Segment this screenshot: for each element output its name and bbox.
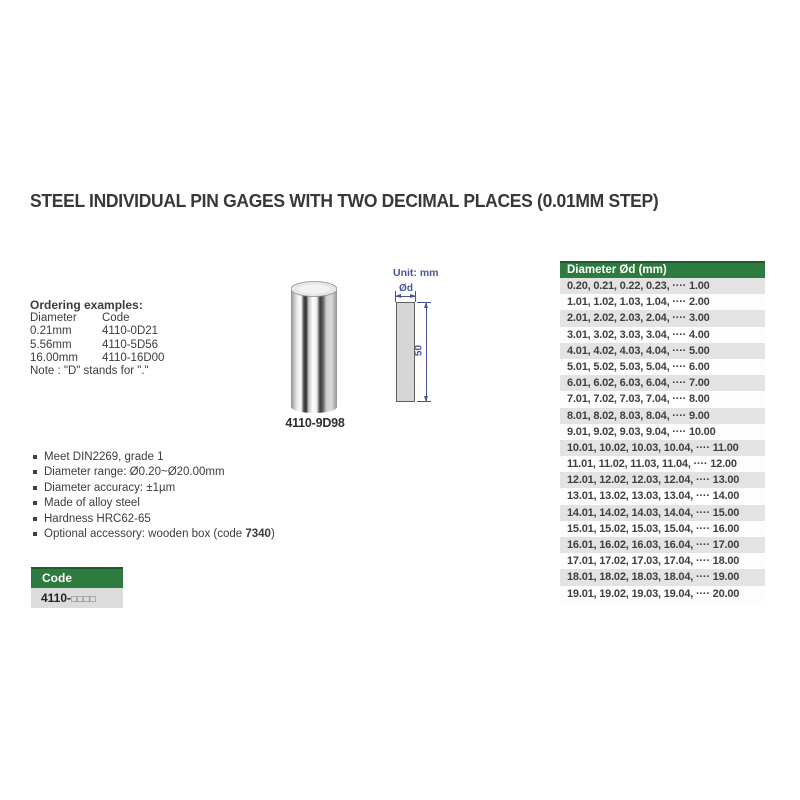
- bullet-square-icon: [33, 470, 37, 474]
- table-row: 15.01, 15.02, 15.03, 15.04, ···· 16.00: [560, 521, 765, 537]
- diagram-arrow-left: [395, 294, 401, 298]
- bullet-square-icon: [33, 501, 37, 505]
- table-row: 3.01, 3.02, 3.03, 3.04, ···· 4.00: [560, 327, 765, 343]
- code-box-header: Code: [31, 567, 123, 588]
- ordering-diameter: 16.00mm: [30, 351, 78, 364]
- diagram-gage-rectangle: [396, 302, 415, 402]
- bullet-square-icon: [33, 486, 37, 490]
- diagram-arrow-right: [410, 294, 416, 298]
- ordering-column-headers: [30, 312, 164, 325]
- diagram-dim-line-vertical: [426, 303, 427, 401]
- table-row: 0.20, 0.21, 0.22, 0.23, ···· 1.00: [560, 278, 765, 294]
- bullet-square-icon: [33, 517, 37, 521]
- ordering-row: [30, 339, 164, 352]
- diagram-unit-label: Unit: mm: [393, 267, 439, 279]
- feature-text: Diameter range: Ø0.20~Ø20.00mm: [44, 466, 225, 479]
- bullet-square-icon: [33, 455, 37, 459]
- table-row: 8.01, 8.02, 8.03, 8.04, ···· 9.00: [560, 408, 765, 424]
- code-box-value: [31, 588, 123, 608]
- ordering-note: Note : "D" stands for ".": [30, 365, 149, 378]
- table-row: 19.01, 19.02, 19.03, 19.04, ···· 20.00: [560, 586, 765, 602]
- table-row: 7.01, 7.02, 7.03, 7.04, ···· 8.00: [560, 391, 765, 407]
- feature-item: [33, 466, 275, 481]
- ordering-diameter: 0.21mm: [30, 325, 72, 338]
- table-row: 16.01, 16.02, 16.03, 16.04, ···· 17.00: [560, 537, 765, 553]
- table-row: 11.01, 11.02, 11.03, 11.04, ···· 12.00: [560, 456, 765, 472]
- feature-item: [33, 497, 275, 512]
- table-row: 6.01, 6.02, 6.03, 6.04, ···· 7.00: [560, 375, 765, 391]
- table-row: 5.01, 5.02, 5.03, 5.04, ···· 6.00: [560, 359, 765, 375]
- ordering-code: 4110-5D56: [102, 338, 159, 351]
- table-row: 4.01, 4.02, 4.03, 4.04, ···· 5.00: [560, 343, 765, 359]
- feature-text: Made of alloy steel: [44, 497, 140, 510]
- table-row: 12.01, 12.02, 12.03, 12.04, ···· 13.00: [560, 472, 765, 488]
- diagram-arrow-up: [424, 302, 428, 308]
- feature-text: Meet DIN2269, grade 1: [44, 451, 164, 463]
- feature-text: Diameter accuracy: ±1µm: [44, 481, 176, 494]
- page-title: STEEL INDIVIDUAL PIN GAGES WITH TWO DECIMAL PLACES (0.01MM STEP): [30, 191, 659, 211]
- feature-text: Hardness HRC62-65: [44, 512, 151, 525]
- ordering-row: [30, 352, 164, 365]
- diagram-arrow-down: [424, 396, 428, 402]
- ordering-code: 4110-0D21: [102, 325, 159, 338]
- ordering-col-diameter: Diameter: [30, 312, 77, 325]
- ordering-heading: Ordering examples:: [30, 298, 143, 312]
- ordering-code: 4110-16D00: [102, 351, 165, 364]
- ordering-diameter: 5.56mm: [30, 338, 72, 351]
- accessory-code: 7340: [245, 527, 271, 540]
- feature-text: Optional accessory: wooden box (code 7340): [44, 527, 275, 540]
- diameter-table-body: [560, 278, 765, 602]
- table-row: 2.01, 2.02, 2.03, 2.04, ···· 3.00: [560, 310, 765, 326]
- table-row: 14.01, 14.02, 14.03, 14.04, ···· 15.00: [560, 505, 765, 521]
- diameter-table-header: Diameter Ød (mm): [560, 261, 765, 278]
- pin-gage-code-label: 4110-9D98: [285, 416, 345, 430]
- code-placeholder-squares: □□□□: [71, 594, 96, 605]
- table-row: 13.01, 13.02, 13.03, 13.04, ···· 14.00: [560, 488, 765, 504]
- feature-item: [33, 528, 275, 543]
- ordering-examples: [30, 299, 164, 378]
- table-row: 18.01, 18.02, 18.03, 18.04, ···· 19.00: [560, 569, 765, 585]
- pin-gage-image: [291, 280, 337, 414]
- feature-list: [33, 451, 275, 543]
- table-row: 17.01, 17.02, 17.03, 17.04, ···· 18.00: [560, 553, 765, 569]
- feature-item: [33, 482, 275, 497]
- diameter-table: [560, 261, 765, 602]
- ordering-col-code: Code: [102, 312, 130, 325]
- feature-item: [33, 513, 275, 528]
- diagram-diameter-label: Ød: [399, 283, 413, 294]
- ordering-row: [30, 325, 164, 338]
- code-prefix: 4110-: [41, 591, 72, 605]
- diagram-length-label: 50: [413, 344, 425, 357]
- table-row: 1.01, 1.02, 1.03, 1.04, ···· 2.00: [560, 294, 765, 310]
- feature-item: [33, 451, 275, 466]
- table-row: 9.01, 9.02, 9.03, 9.04, ···· 10.00: [560, 424, 765, 440]
- table-row: 10.01, 10.02, 10.03, 10.04, ···· 11.00: [560, 440, 765, 456]
- bullet-square-icon: [33, 532, 37, 536]
